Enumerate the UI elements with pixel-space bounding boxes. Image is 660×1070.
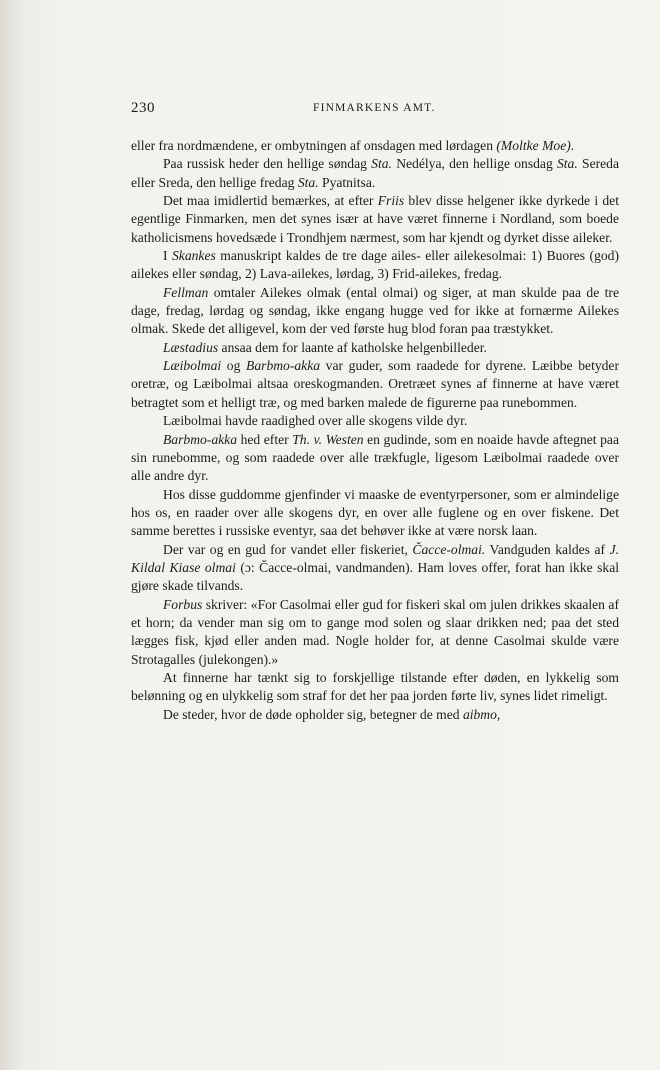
paragraph: Læstadius ansaa dem for laante af katholske helgenbilleder. xyxy=(163,339,487,355)
page-header xyxy=(131,100,619,120)
paragraph: I Skankes manuskript kaldes de tre dage ailes- eller ailekesolmai: 1) Buores (god) ailekes eller søndag, 2) Lava-ailekes, lørdag, 3) Frid-ailekes, fredag. xyxy=(131,248,619,282)
paragraph: At finnerne har tænkt sig to forskjellige tilstande efter døden, en lykkelig som belønning og en ulykkelig som straf for det her paa jorden førte liv, synes lidet rimeligt. xyxy=(131,669,619,704)
paragraph: Paa russisk heder den hellige søndag Sta. Nedélya, den hellige onsdag Sta. Sereda eller Sreda, den hellige fredag Sta. Pyatnitsa. xyxy=(131,156,619,190)
paragraph: Hos disse guddomme gjenfinder vi maaske de eventyrpersoner, som er almindelige hos os, en raader over alle skogens dyr, en over alle fuglene og en over fiskene. Det samme berettes i russiske eventyr, saa det behøver ikke at være norsk laan. xyxy=(131,486,619,539)
paragraph: De steder, hvor de døde opholder sig, betegner de med aibmo, xyxy=(163,706,501,722)
paragraph: Det maa imidlertid bemærkes, at efter Friis blev disse helgener ikke dyrkede i det egentlige Finmarken, men det synes især at have været finnerne i Nordland, som boede katholicismens hovedsæde i Trondhjem nærmest, som har kjendt og dyrket disse aileker. xyxy=(131,193,619,245)
paragraph: Læibolmai havde raadighed over alle skogens vilde dyr. xyxy=(163,413,468,429)
paragraph: Fellman omtaler Ailekes olmak (ental olmai) og siger, at man skulde paa de tre dage, fredag, lørdag og søndag, ikke engang hugge ved for ikke at fornærme Ailekes olmak. Skede det alligevel, kom der ved første hug blod foran paa træstykket. xyxy=(131,284,619,337)
paragraph: eller fra nordmændene, er ombytningen af onsdagen med lørdagen (Moltke Moe). xyxy=(131,138,575,153)
running-title: FINMARKENS AMT. xyxy=(313,102,436,114)
body-text xyxy=(131,137,619,724)
paragraph: Der var og en gud for vandet eller fiskeriet, Čacce-olmai. Vandguden kaldes af J. Kildal Kiase olmai (ɔ: Čacce-olmai, vandmanden). Ham loves offer, forat han ikke skal gjøre skade tilvands. xyxy=(131,541,620,594)
paragraph: Barbmo-akka hed efter Th. v. Westen en gudinde, som en noaide havde aftegnet paa sin runebomme, og som raadede over alle trækfugle, ligesom Læibolmai raadede over alle andre dyr. xyxy=(131,431,619,484)
paragraph: Læibolmai og Barbmo-akka var guder, som raadede for dyrene. Læibbe betyder oretræ, og Læibolmai altsaa oreskogmanden. Oretræet synes af finnerne at have været betragtet som et helligt træ, og med barken malede de figurerne paa runebommen. xyxy=(131,358,619,410)
page-number: 230 xyxy=(131,100,155,116)
paragraph: Forbus skriver: «For Casolmai eller gud for fiskeri skal om julen drikkes skaalen af et horn; da vender man sig om to gange mod solen og slaar drikken ned; paa det sted lægges fisk, kjød eller anden mad. Nogle holder for, at denne Casolmai skulde være Strotagalles (julekongen).» xyxy=(131,596,619,667)
